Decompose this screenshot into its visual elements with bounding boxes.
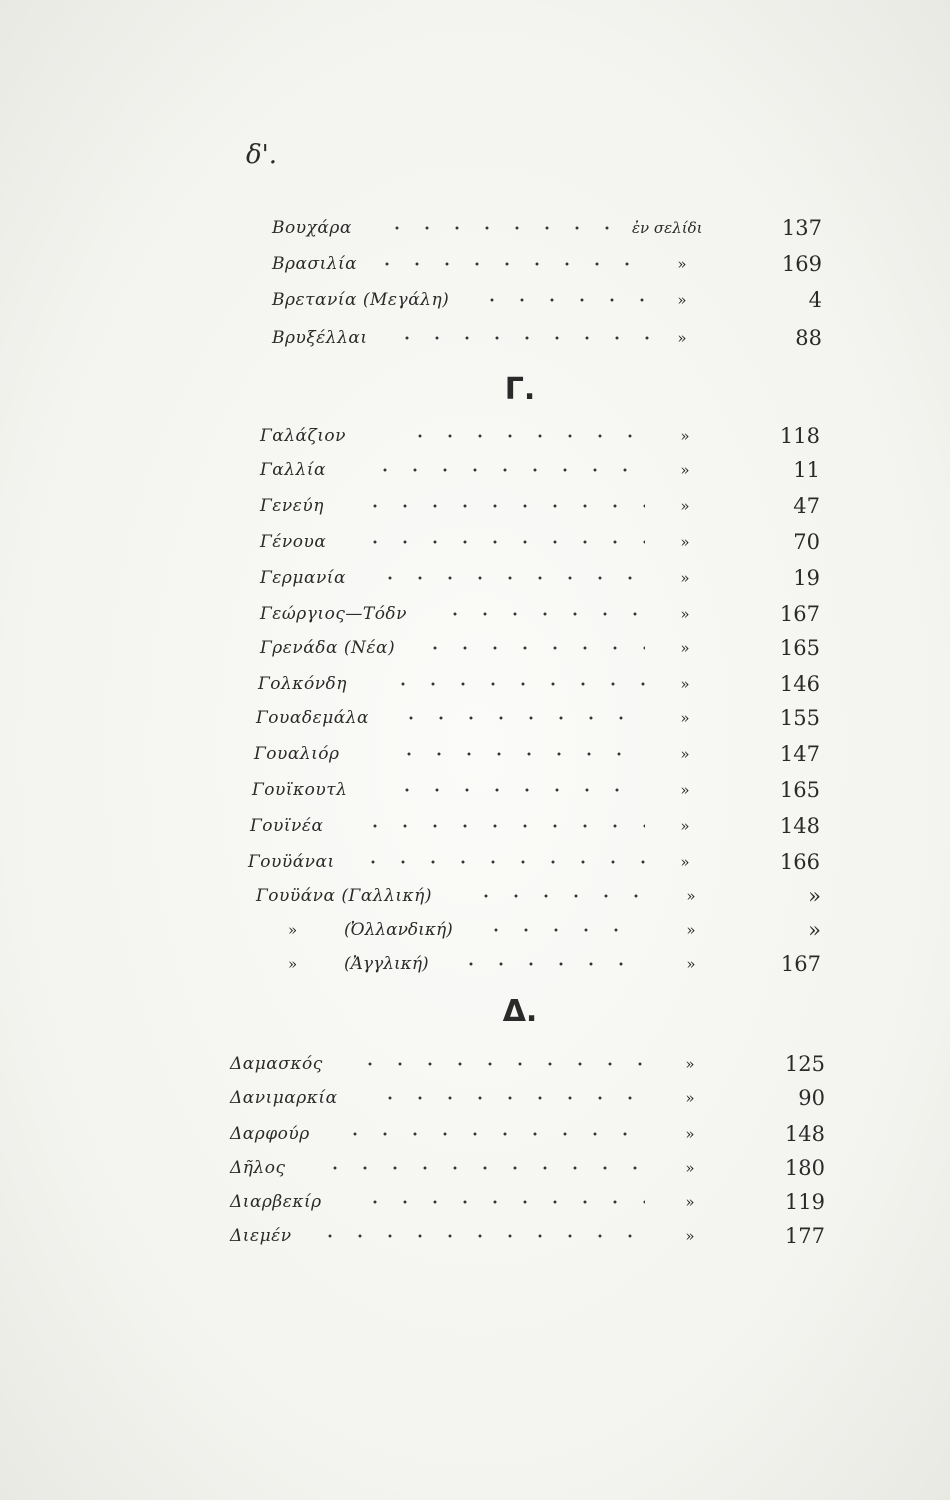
entry-name: Βρυξέλλαι: [272, 328, 368, 348]
entry-name: Γουϊνέα: [250, 816, 324, 836]
dot-leader: [471, 894, 641, 898]
entry-name: Γρενάδα (Νέα): [260, 638, 396, 658]
index-entry: [256, 914, 830, 946]
index-entry: [230, 1082, 830, 1114]
entry-page: 177: [784, 1224, 825, 1248]
section-letter-delta: Δ.: [502, 994, 538, 1029]
entry-page: 118: [779, 424, 820, 448]
dot-leader: [394, 752, 645, 756]
entry-name: Γολκόνδη: [258, 674, 347, 694]
index-entry: [272, 248, 832, 280]
entry-ref: »: [685, 1125, 695, 1143]
index-entry: [254, 738, 830, 770]
entry-name: Γαλλία: [260, 460, 326, 480]
ditto-mark: »: [288, 955, 298, 973]
index-entry: [250, 810, 830, 842]
dot-leader: [477, 298, 657, 302]
entry-ref: ἐν σελίδι: [632, 219, 703, 237]
dot-leader: [358, 860, 645, 864]
entry-ref: »: [686, 955, 696, 973]
dot-leader: [420, 646, 645, 650]
entry-ref: »: [680, 605, 690, 623]
entry-ref: »: [680, 639, 690, 657]
page-number: δ'.: [246, 140, 278, 170]
entry-name: Βρετανία (Μεγάλη): [272, 290, 450, 310]
index-entry: [252, 774, 830, 806]
section-letter-gamma: Γ.: [504, 372, 536, 407]
entry-ref: »: [680, 853, 690, 871]
dot-leader: [340, 1132, 645, 1136]
entry-page: 125: [784, 1052, 825, 1076]
entry-ref: »: [685, 1089, 695, 1107]
entry-page: 47: [793, 494, 820, 518]
entry-ref: »: [677, 255, 687, 273]
entry-ref: »: [680, 745, 690, 763]
entry-name: Γουϋάνα (Γαλλική): [256, 886, 432, 906]
entry-page: 167: [779, 602, 820, 626]
index-entry: [256, 948, 830, 980]
entry-page: 137: [781, 216, 822, 240]
entry-name: Δῆλος: [230, 1158, 286, 1178]
entry-ref: »: [680, 497, 690, 515]
entry-ref: »: [686, 887, 696, 905]
index-entry: [256, 880, 830, 912]
dot-leader: [382, 226, 632, 230]
index-entry: [230, 1118, 830, 1150]
index-entry: [260, 526, 830, 558]
index-entry: [230, 1186, 830, 1218]
entry-ref: »: [685, 1227, 695, 1245]
dot-leader: [360, 1200, 645, 1204]
entry-page: 165: [779, 778, 820, 802]
entry-name: Διεμέν: [230, 1226, 292, 1246]
entry-page: 19: [793, 566, 820, 590]
dot-leader: [440, 612, 645, 616]
entry-name: Γουαλιόρ: [254, 744, 340, 764]
entry-ref: »: [680, 427, 690, 445]
entry-name: Δαμασκός: [230, 1054, 323, 1074]
entry-page: 169: [781, 252, 822, 276]
dot-leader: [388, 682, 645, 686]
dot-leader: [355, 1062, 645, 1066]
index-entry: [260, 490, 830, 522]
dot-leader: [372, 262, 652, 266]
entry-page: »: [808, 884, 821, 908]
entry-ref: »: [680, 675, 690, 693]
index-entry: [272, 212, 832, 244]
ditto-mark: »: [288, 921, 298, 939]
index-entry: [230, 1048, 830, 1080]
entry-ref: »: [680, 569, 690, 587]
entry-page: 155: [779, 706, 820, 730]
index-entry: [260, 598, 830, 630]
index-entry: [272, 284, 832, 316]
dot-leader: [360, 504, 645, 508]
entry-name: Γαλάζιον: [260, 426, 346, 446]
entry-page: 70: [793, 530, 820, 554]
dot-leader: [375, 576, 645, 580]
entry-name: Δανιμαρκία: [230, 1088, 338, 1108]
entry-name: Γουαδεμάλα: [256, 708, 369, 728]
dot-leader: [405, 434, 645, 438]
entry-page: 167: [780, 952, 821, 976]
entry-ref: »: [680, 709, 690, 727]
entry-ref: »: [685, 1193, 695, 1211]
index-entry: [258, 668, 830, 700]
dot-leader: [392, 788, 645, 792]
entry-name: Βουχάρα: [272, 218, 352, 238]
entry-page: 148: [784, 1122, 825, 1146]
entry-ref: »: [680, 817, 690, 835]
entry-page: 180: [784, 1156, 825, 1180]
entry-name: Γερμανία: [260, 568, 346, 588]
entry-page: 146: [779, 672, 820, 696]
entry-page: 88: [795, 326, 822, 350]
entry-page: 4: [808, 288, 822, 312]
entry-page: 148: [779, 814, 820, 838]
entry-name: Διαρβεκίρ: [230, 1192, 322, 1212]
dot-leader: [370, 468, 645, 472]
index-entry: [260, 562, 830, 594]
dot-leader: [392, 336, 652, 340]
entry-page: 11: [793, 458, 820, 482]
entry-ref: »: [685, 1055, 695, 1073]
entry-name: Γουϊκουτλ: [252, 780, 348, 800]
dot-leader: [360, 824, 645, 828]
entry-name: Γενεύη: [260, 496, 324, 516]
entry-ref: »: [680, 781, 690, 799]
entry-ref: »: [680, 533, 690, 551]
dot-leader: [315, 1234, 645, 1238]
dot-leader: [456, 962, 641, 966]
index-entry: [260, 632, 830, 664]
dot-leader: [360, 540, 645, 544]
entry-ref: »: [680, 461, 690, 479]
entry-ref: »: [677, 291, 687, 309]
entry-name: Γεώργιος—Τόδν: [260, 604, 407, 624]
entry-page: 166: [779, 850, 820, 874]
entry-name: Βρασιλία: [272, 254, 358, 274]
index-entry: [248, 846, 830, 878]
index-entry: [272, 322, 832, 354]
index-entry: [230, 1220, 830, 1252]
entry-page: 147: [779, 742, 820, 766]
dot-leader: [375, 1096, 645, 1100]
entry-name: Γένουα: [260, 532, 327, 552]
entry-page: 90: [798, 1086, 825, 1110]
index-entry: [260, 420, 830, 452]
entry-ref: »: [677, 329, 687, 347]
entry-ref: »: [686, 921, 696, 939]
dot-leader: [396, 716, 645, 720]
entry-page: 165: [779, 636, 820, 660]
entry-name: Δαρφούρ: [230, 1124, 310, 1144]
dot-leader: [481, 928, 641, 932]
index-entry: [230, 1152, 830, 1184]
entry-ref: »: [685, 1159, 695, 1177]
dot-leader: [320, 1166, 645, 1170]
entry-name: Γουϋάναι: [248, 852, 335, 872]
entry-name: (Ὀλλανδική): [344, 920, 453, 940]
index-entry: [260, 454, 830, 486]
entry-name: (Ἀγγλική): [344, 954, 429, 974]
entry-page: »: [808, 918, 821, 942]
entry-page: 119: [784, 1190, 825, 1214]
index-entry: [256, 702, 830, 734]
